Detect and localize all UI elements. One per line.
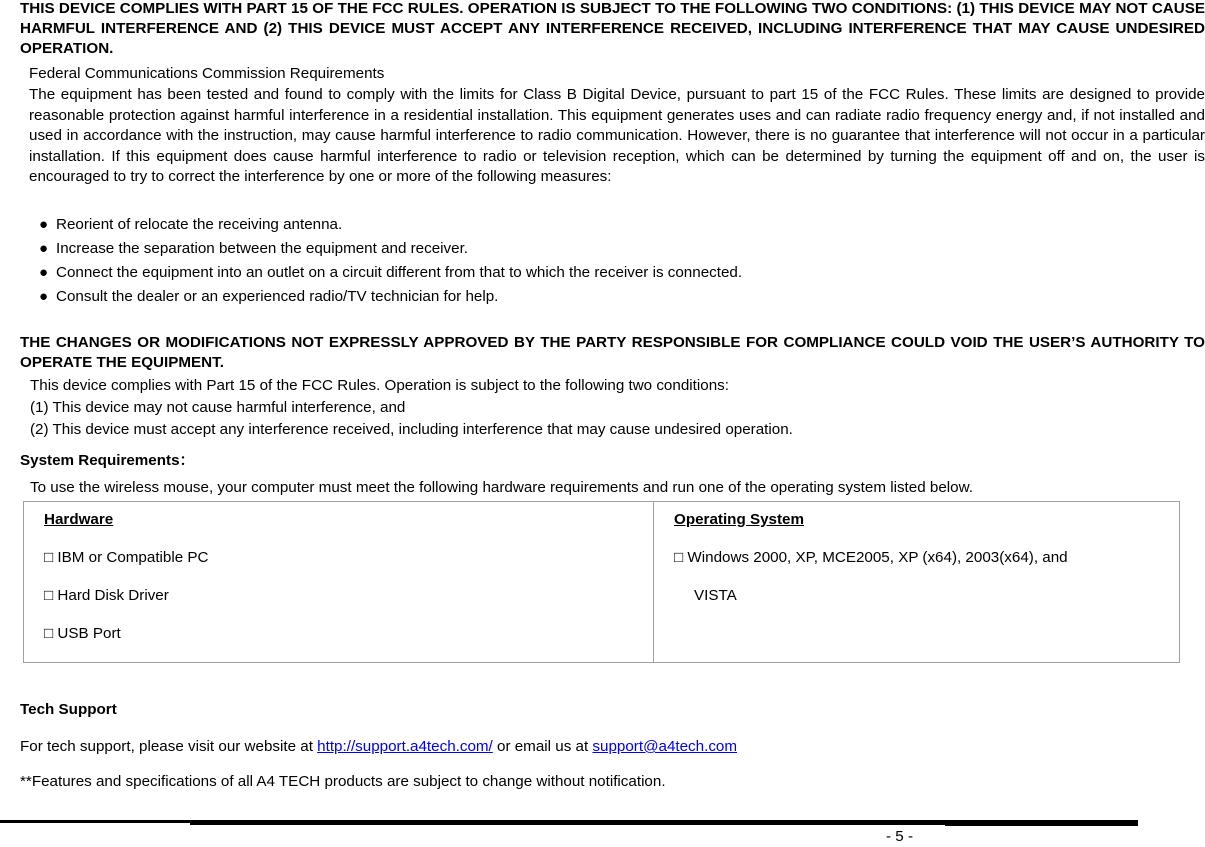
compliance-line: This device complies with Part 15 of the FCC Rules. Operation is subject to the following two conditions: [30,377,729,394]
modifications-warning-heading: THE CHANGES OR MODIFICATIONS NOT EXPRESSLY APPROVED BY THE PARTY RESPONSIBLE FOR COMPLIANCE COULD VOID THE USER’S AUTHORITY TO OPERATE THE EQUIPMENT. [20,334,1205,371]
email-link[interactable]: support@a4tech.com [592,738,738,755]
page-number: - 5 - [886,828,914,845]
bullet-icon: ● [39,240,49,257]
fcc-compliance-heading: THIS DEVICE COMPLIES WITH PART 15 OF THE FCC RULES. OPERATION IS SUBJECT TO THE FOLLOWING TWO CONDITIONS: (1) THIS DEVICE MAY NOT CAUSE HARMFUL INTERFERENCE AND (2) THIS DEVICE MUST ACCEPT ANY INTERFERENCE RECEIVED, INCLUDING INTERFERENCE THAT MAY CAUSE UNDESIRED OPERATION. [20,0,1205,57]
footer-rule-left [0,820,190,823]
os-item-continuation: VISTA [694,587,737,604]
checkbox-icon: □ [44,587,54,604]
system-requirements-title: System Requirements： [20,452,195,469]
measure-item: ● Reorient of relocate the receiving antenna. [39,216,343,233]
fcc-requirements-title: Federal Communications Commission Requirements [29,65,385,82]
disclaimer: **Features and specifications of all A4 TECH products are subject to change without notification. [20,773,666,790]
system-requirements-intro: To use the wireless mouse, your computer must meet the following hardware requirements and run one of the operating system listed below. [30,479,973,496]
hardware-column [24,502,654,663]
os-column [654,502,1180,663]
tech-support-text: For tech support, please visit our website at http://support.a4tech.com/ or email us at support@a4tech.com [20,738,738,755]
measure-item: ● Connect the equipment into an outlet on a circuit different from that to which the receiver is connected. [39,264,743,281]
hardware-header: Hardware [44,511,114,528]
compliance-line: (2) This device must accept any interference received, including interference that may cause undesired operation. [30,421,793,438]
measure-item: ● Increase the separation between the equipment and receiver. [39,240,469,257]
measure-item: ● Consult the dealer or an experienced radio/TV technician for help. [39,288,499,305]
os-header: Operating System [674,511,804,528]
checkbox-icon: □ [674,549,684,566]
website-link[interactable]: http://support.a4tech.com/ [317,738,493,755]
hardware-item: □ USB Port [44,625,121,642]
fcc-requirements-paragraph: The equipment has been tested and found to comply with the limits for Class B Digital Device, pursuant to part 15 of the FCC Rules. These limits are designed to provide reasonable protection against harmful interference in a residential installation. This equipment generates uses and can radiate radio frequency energy and, if not installed and used in accordance with the instruction, may cause harmful interference to radio communication. However, there is no guarantee that interference will not occur in a particular installation. If this equipment does cause harmful interference to radio or television reception, which can be determined by turning the equipment off and on, the user is encouraged to try to correct the interference by one or more of the following measures: [29,86,1205,185]
hardware-item: □ Hard Disk Driver [44,587,169,604]
bullet-icon: ● [39,288,49,305]
bullet-icon: ● [39,216,49,233]
tech-support-title: Tech Support [20,701,117,718]
bullet-icon: ● [39,264,49,281]
footer-rule-thin [945,825,1138,826]
hardware-item: □ IBM or Compatible PC [44,549,209,566]
os-item: □ Windows 2000, XP, MCE2005, XP (x64), 2003(x64), and [674,549,1068,566]
requirements-table [23,501,1180,663]
compliance-line: (1) This device may not cause harmful interference, and [30,399,406,416]
checkbox-icon: □ [44,549,54,566]
checkbox-icon: □ [44,625,54,642]
